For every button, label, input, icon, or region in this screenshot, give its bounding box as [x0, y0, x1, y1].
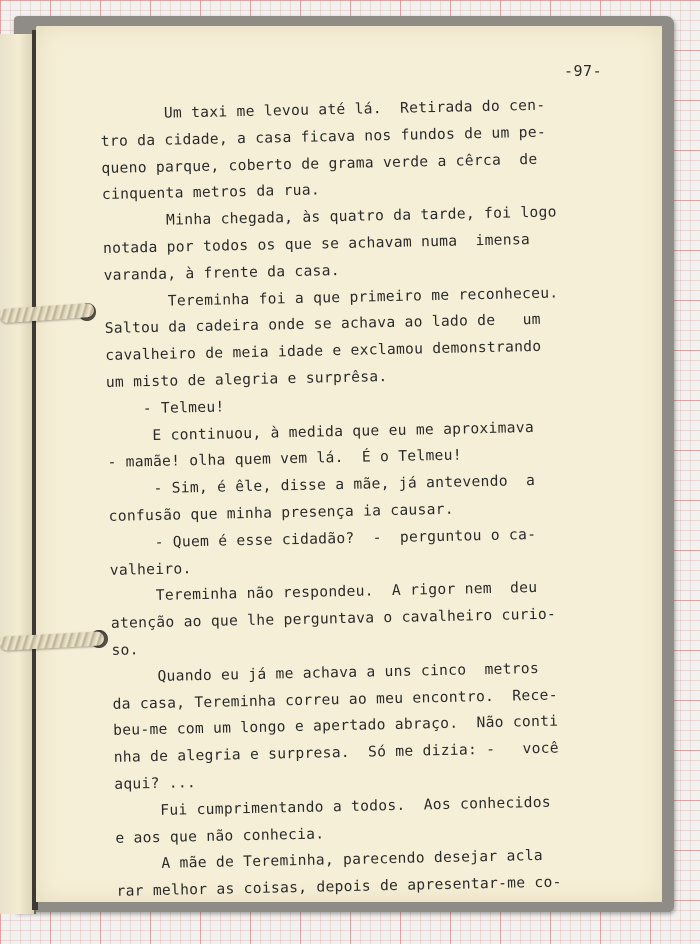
text-line: queno parque, coberto de grama verde a cêrca de	[101, 150, 538, 177]
text-line: varanda, à frente da casa.	[103, 261, 341, 284]
text-line: - Telmeu!	[106, 398, 225, 418]
page-number: -97-	[564, 62, 603, 80]
text-line: um misto de alegria e surprêsa.	[105, 368, 388, 391]
text-line: - mamãe! olha quem vem lá. É o Telmeu!	[107, 446, 463, 472]
text-line: rar melhor as coisas, depois de apresentar-me co-	[116, 873, 562, 900]
text-line: Saltou da cadeira onde se achava ao lado de um	[104, 311, 541, 338]
text-line: aqui? ...	[114, 774, 197, 793]
stacked-pages-edge	[0, 34, 36, 914]
text-line: tro da cidade, a casa ficava nos fundos de um pe-	[100, 123, 547, 150]
text-line: atenção ao que lhe perguntava o cavalheiro curio-	[110, 605, 557, 633]
text-line: Tereminha não respondeu. A rigor nem deu	[110, 579, 538, 606]
text-line: confusão que minha presença ia causar.	[108, 500, 455, 525]
text-line: cavalheiro de meia idade e exclamou demonstrando	[105, 337, 542, 365]
text-line: - Quem é esse cidadão? - perguntou o ca-	[109, 525, 537, 552]
text-line: E continuou, à medida que eu me aproximava	[106, 418, 535, 445]
text-line: valheiro.	[109, 559, 192, 579]
text-line: nha de alegria e surpresa. Só me dizia: - você	[113, 739, 560, 766]
text-line: Fui cumprimentando a todos. Aos conhecidos	[114, 793, 552, 820]
text-line: e aos que não conhecia.	[115, 824, 325, 847]
text-line: beu-me com um longo e apertado abraço. Não conti	[112, 712, 559, 740]
body-text	[100, 91, 637, 906]
text-line: Tereminha foi a que primeiro me reconheceu.	[104, 284, 559, 311]
text-line: cinquenta metros da rua.	[101, 181, 321, 204]
text-line: Minha chegada, às quatro da tarde, foi logo	[102, 203, 557, 231]
text-line: notada por todos os que se achavam numa imensa	[102, 231, 531, 257]
text-line: da casa, Tereminha correu ao meu encontro. Rece-	[112, 686, 558, 713]
text-line: - Sim, é êle, disse a mãe, já antevendo a	[107, 472, 536, 499]
text-line: A mãe de Tereminha, parecendo desejar acla	[115, 847, 544, 874]
text-line: Quando eu já me achava a uns cinco metros	[111, 659, 540, 686]
text-line: Um taxi me levou até lá. Retirada do cen-	[100, 96, 546, 123]
text-line: so.	[111, 641, 139, 659]
